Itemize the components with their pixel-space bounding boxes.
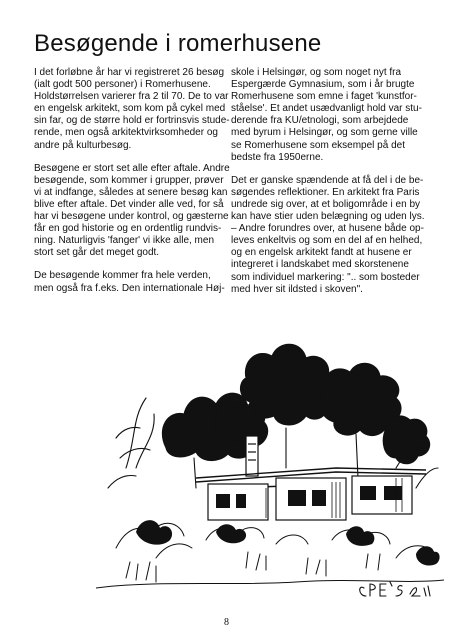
right-text-column <box>231 67 431 307</box>
left-text-column <box>34 67 232 306</box>
tree-canopy-far-right <box>383 416 429 464</box>
artist-signature <box>360 582 430 596</box>
chimney <box>246 436 258 476</box>
left-paragraph-2: Besøgene er stort set alle efter aftale. Andre besøgende, som kommer i grupper, prøver vi at indfange, således at senere besøg kan blive efter aftale. Det vinder alle ved, for så har vi besøgene under kontrol, og gæsterne får en god historie og en ordentlig rundvis- ning. Naturligvis 'fanger' vi ikke alle, men stort set går det meget godt. <box>34 162 230 259</box>
right-paragraph-2: Det er ganske spændende at få del i de be- søgendes reflektioner. En arkitekt fra Paris undrede sig over, at et boligområde i en by kan have stier uden belægning og uden lys. – Andre forundres over, at husene både op- leves enkeltvis og som en del af en helhed, og en engelsk arkitekt fandt at husene er integreret i landskabet med skorstenene som individuel markering: ".. som bosteder med hver sit ildsted i skoven". <box>231 174 425 295</box>
left-paragraph-3: De besøgende kommer fra hele verden, men også fra f.eks. Den internationale Høj- <box>34 270 225 294</box>
page-number: 8 <box>224 617 229 628</box>
house-sketch-illustration <box>96 318 444 608</box>
left-paragraph-1: I det forløbne år har vi registreret 26 besøg (ialt godt 500 personer) i Romerhusene. Holdstørrelsen varierer fra 2 til 70. De to var en engelsk arkitekt, som kom på cykel med sin far, og de større hold er fortrinsvis stude- rende, men også arkitektvirksomheder og andre på kulturbesøg. <box>34 67 230 151</box>
right-paragraph-1: skole i Helsingør, og som noget nyt fra Espergærde Gymnasium, som i år brugte Romerhusene som emne i faget 'kunstfor- ståelse'. Et andet usædvanligt hold var stu- derende fra KU/etnologi, som arbejdede med byrum i Helsingør, og som gerne ville se Romerhusene som eksempel på det bedste fra 1950erne. <box>231 67 422 163</box>
page-title: Besøgende i romerhusene <box>34 30 322 57</box>
